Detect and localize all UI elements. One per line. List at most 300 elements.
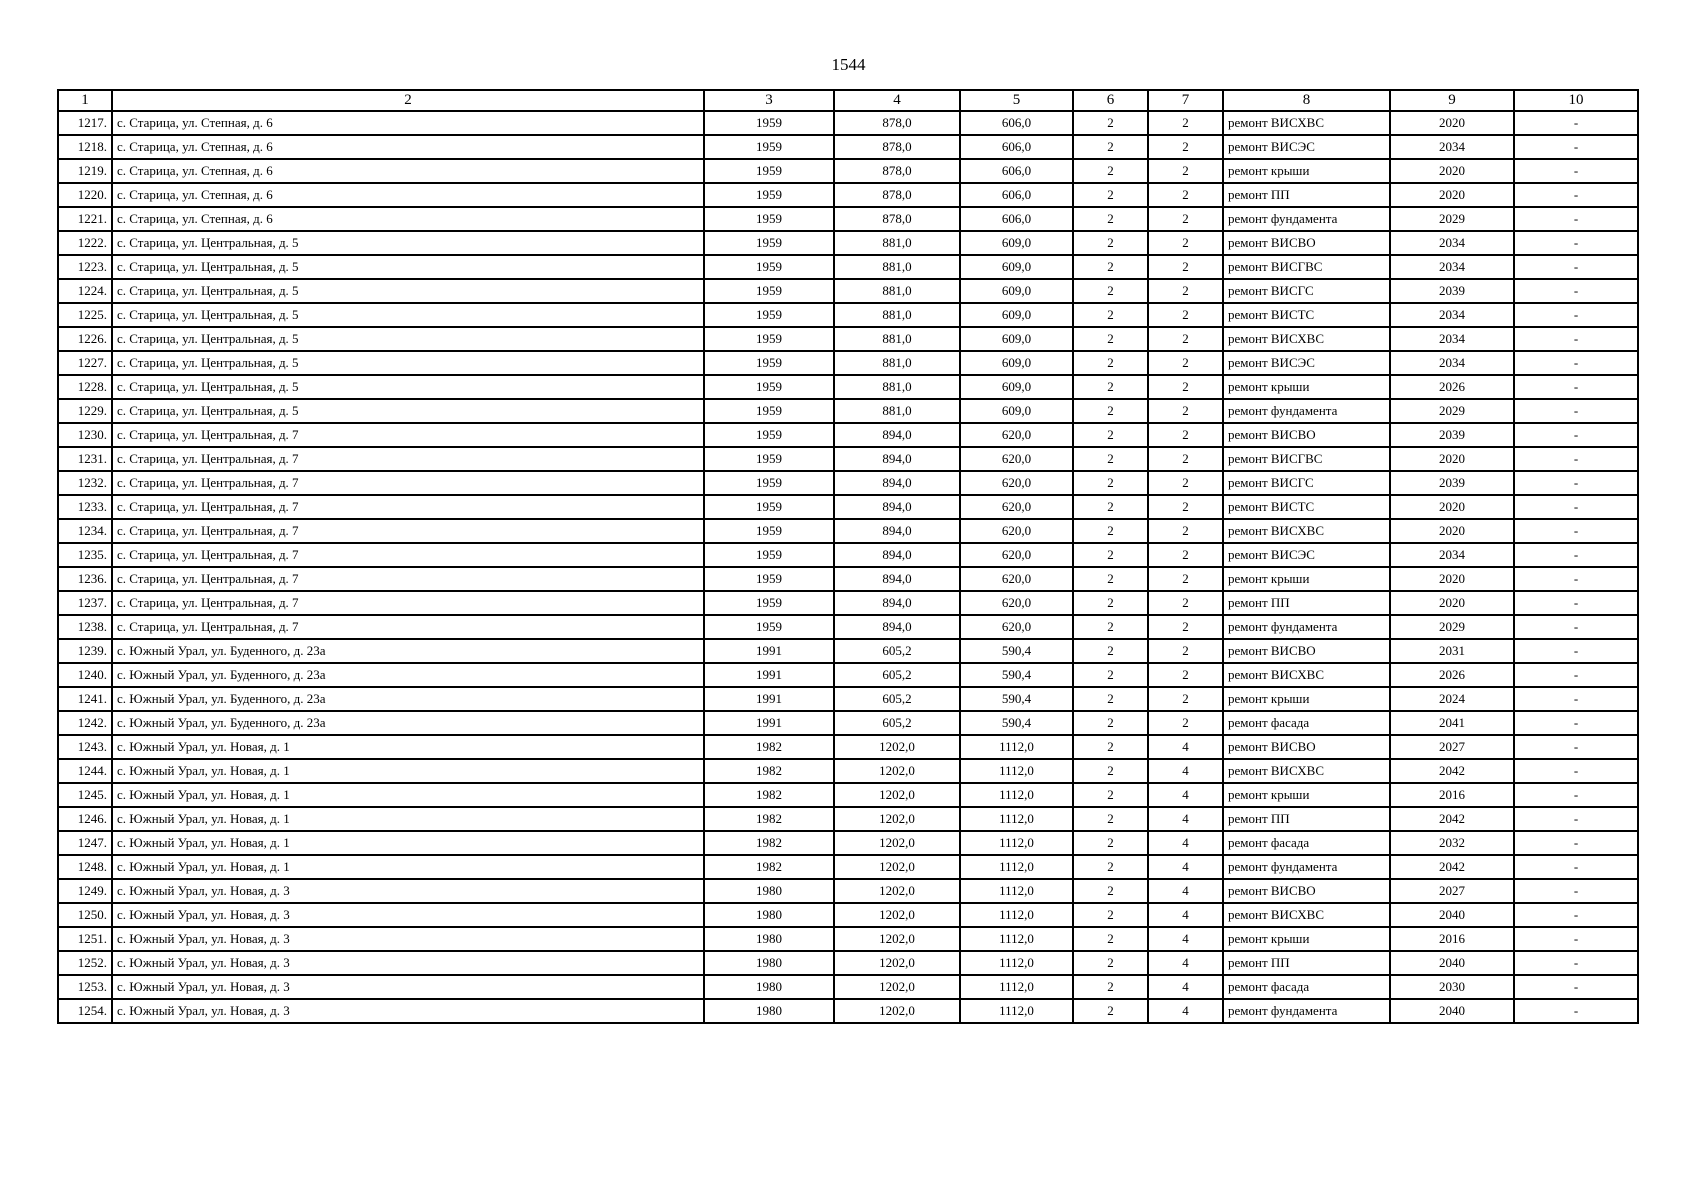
note-cell: - [1514, 807, 1638, 831]
row-number-cell: 1232. [58, 471, 112, 495]
floors-cell: 2 [1073, 615, 1148, 639]
note-cell: - [1514, 159, 1638, 183]
note-cell: - [1514, 591, 1638, 615]
note-cell: - [1514, 975, 1638, 999]
living-area-cell: 620,0 [960, 447, 1073, 471]
floors-cell: 2 [1073, 231, 1148, 255]
row-number-cell: 1221. [58, 207, 112, 231]
row-number-cell: 1254. [58, 999, 112, 1023]
living-area-cell: 1112,0 [960, 855, 1073, 879]
entrances-cell: 2 [1148, 711, 1223, 735]
work-type-cell: ремонт крыши [1223, 783, 1390, 807]
entrances-cell: 2 [1148, 567, 1223, 591]
address-cell: с. Старица, ул. Центральная, д. 5 [112, 327, 704, 351]
address-cell: с. Южный Урал, ул. Новая, д. 3 [112, 999, 704, 1023]
address-cell: с. Старица, ул. Центральная, д. 5 [112, 231, 704, 255]
work-type-cell: ремонт ВИСВО [1223, 879, 1390, 903]
living-area-cell: 620,0 [960, 495, 1073, 519]
year-built-cell: 1982 [704, 783, 834, 807]
column-header-9: 9 [1390, 90, 1514, 111]
total-area-cell: 894,0 [834, 423, 960, 447]
floors-cell: 2 [1073, 783, 1148, 807]
table-row [58, 159, 1638, 183]
year-built-cell: 1959 [704, 111, 834, 135]
entrances-cell: 4 [1148, 951, 1223, 975]
work-type-cell: ремонт фундамента [1223, 207, 1390, 231]
living-area-cell: 620,0 [960, 591, 1073, 615]
row-number-cell: 1238. [58, 615, 112, 639]
row-number-cell: 1230. [58, 423, 112, 447]
living-area-cell: 620,0 [960, 471, 1073, 495]
address-cell: с. Южный Урал, ул. Новая, д. 1 [112, 855, 704, 879]
planned-year-cell: 2029 [1390, 399, 1514, 423]
entrances-cell: 4 [1148, 735, 1223, 759]
floors-cell: 2 [1073, 279, 1148, 303]
address-cell: с. Южный Урал, ул. Новая, д. 1 [112, 759, 704, 783]
note-cell: - [1514, 255, 1638, 279]
note-cell: - [1514, 687, 1638, 711]
planned-year-cell: 2034 [1390, 351, 1514, 375]
work-type-cell: ремонт крыши [1223, 375, 1390, 399]
living-area-cell: 620,0 [960, 567, 1073, 591]
total-area-cell: 1202,0 [834, 855, 960, 879]
address-cell: с. Старица, ул. Центральная, д. 5 [112, 279, 704, 303]
total-area-cell: 878,0 [834, 183, 960, 207]
table-row [58, 831, 1638, 855]
entrances-cell: 2 [1148, 591, 1223, 615]
total-area-cell: 1202,0 [834, 879, 960, 903]
planned-year-cell: 2026 [1390, 375, 1514, 399]
address-cell: с. Старица, ул. Центральная, д. 7 [112, 519, 704, 543]
row-number-cell: 1229. [58, 399, 112, 423]
floors-cell: 2 [1073, 255, 1148, 279]
year-built-cell: 1991 [704, 639, 834, 663]
total-area-cell: 894,0 [834, 591, 960, 615]
living-area-cell: 606,0 [960, 111, 1073, 135]
row-number-cell: 1252. [58, 951, 112, 975]
entrances-cell: 4 [1148, 759, 1223, 783]
entrances-cell: 2 [1148, 279, 1223, 303]
row-number-cell: 1246. [58, 807, 112, 831]
entrances-cell: 2 [1148, 543, 1223, 567]
entrances-cell: 2 [1148, 639, 1223, 663]
year-built-cell: 1980 [704, 903, 834, 927]
living-area-cell: 609,0 [960, 399, 1073, 423]
year-built-cell: 1982 [704, 735, 834, 759]
year-built-cell: 1991 [704, 711, 834, 735]
note-cell: - [1514, 927, 1638, 951]
table-row [58, 375, 1638, 399]
note-cell: - [1514, 399, 1638, 423]
total-area-cell: 605,2 [834, 639, 960, 663]
planned-year-cell: 2032 [1390, 831, 1514, 855]
work-type-cell: ремонт ПП [1223, 591, 1390, 615]
row-number-cell: 1224. [58, 279, 112, 303]
row-number-cell: 1234. [58, 519, 112, 543]
work-type-cell: ремонт фасада [1223, 831, 1390, 855]
row-number-cell: 1233. [58, 495, 112, 519]
planned-year-cell: 2031 [1390, 639, 1514, 663]
row-number-cell: 1245. [58, 783, 112, 807]
year-built-cell: 1959 [704, 279, 834, 303]
table-row [58, 879, 1638, 903]
table-row [58, 543, 1638, 567]
total-area-cell: 881,0 [834, 375, 960, 399]
row-number-cell: 1220. [58, 183, 112, 207]
entrances-cell: 4 [1148, 783, 1223, 807]
work-type-cell: ремонт ВИСТС [1223, 495, 1390, 519]
note-cell: - [1514, 279, 1638, 303]
table-row [58, 711, 1638, 735]
living-area-cell: 1112,0 [960, 759, 1073, 783]
planned-year-cell: 2020 [1390, 183, 1514, 207]
work-type-cell: ремонт крыши [1223, 567, 1390, 591]
floors-cell: 2 [1073, 423, 1148, 447]
planned-year-cell: 2016 [1390, 783, 1514, 807]
year-built-cell: 1959 [704, 495, 834, 519]
table-row [58, 567, 1638, 591]
address-cell: с. Старица, ул. Центральная, д. 5 [112, 303, 704, 327]
total-area-cell: 1202,0 [834, 927, 960, 951]
total-area-cell: 605,2 [834, 663, 960, 687]
row-number-cell: 1219. [58, 159, 112, 183]
work-type-cell: ремонт ВИСХВС [1223, 327, 1390, 351]
floors-cell: 2 [1073, 447, 1148, 471]
living-area-cell: 620,0 [960, 519, 1073, 543]
year-built-cell: 1959 [704, 159, 834, 183]
column-header-10: 10 [1514, 90, 1638, 111]
entrances-cell: 2 [1148, 447, 1223, 471]
floors-cell: 2 [1073, 375, 1148, 399]
floors-cell: 2 [1073, 927, 1148, 951]
address-cell: с. Старица, ул. Степная, д. 6 [112, 183, 704, 207]
address-cell: с. Старица, ул. Центральная, д. 5 [112, 255, 704, 279]
planned-year-cell: 2039 [1390, 423, 1514, 447]
planned-year-cell: 2034 [1390, 135, 1514, 159]
table-row [58, 639, 1638, 663]
total-area-cell: 878,0 [834, 111, 960, 135]
table-row [58, 135, 1638, 159]
year-built-cell: 1959 [704, 231, 834, 255]
note-cell: - [1514, 759, 1638, 783]
work-type-cell: ремонт ВИСГВС [1223, 447, 1390, 471]
living-area-cell: 1112,0 [960, 783, 1073, 807]
floors-cell: 2 [1073, 399, 1148, 423]
note-cell: - [1514, 951, 1638, 975]
entrances-cell: 2 [1148, 159, 1223, 183]
planned-year-cell: 2026 [1390, 663, 1514, 687]
entrances-cell: 2 [1148, 519, 1223, 543]
total-area-cell: 878,0 [834, 159, 960, 183]
living-area-cell: 609,0 [960, 375, 1073, 399]
year-built-cell: 1959 [704, 135, 834, 159]
address-cell: с. Старица, ул. Центральная, д. 5 [112, 375, 704, 399]
row-number-cell: 1228. [58, 375, 112, 399]
table-row [58, 447, 1638, 471]
note-cell: - [1514, 663, 1638, 687]
work-type-cell: ремонт ПП [1223, 807, 1390, 831]
note-cell: - [1514, 207, 1638, 231]
planned-year-cell: 2034 [1390, 327, 1514, 351]
floors-cell: 2 [1073, 975, 1148, 999]
living-area-cell: 590,4 [960, 639, 1073, 663]
note-cell: - [1514, 711, 1638, 735]
entrances-cell: 2 [1148, 303, 1223, 327]
planned-year-cell: 2016 [1390, 927, 1514, 951]
planned-year-cell: 2034 [1390, 231, 1514, 255]
floors-cell: 2 [1073, 471, 1148, 495]
work-type-cell: ремонт ВИСВО [1223, 735, 1390, 759]
year-built-cell: 1959 [704, 255, 834, 279]
year-built-cell: 1959 [704, 327, 834, 351]
year-built-cell: 1959 [704, 591, 834, 615]
total-area-cell: 894,0 [834, 567, 960, 591]
note-cell: - [1514, 351, 1638, 375]
floors-cell: 2 [1073, 951, 1148, 975]
row-number-cell: 1247. [58, 831, 112, 855]
entrances-cell: 2 [1148, 423, 1223, 447]
row-number-cell: 1222. [58, 231, 112, 255]
table-body [58, 111, 1638, 1023]
row-number-cell: 1235. [58, 543, 112, 567]
address-cell: с. Южный Урал, ул. Новая, д. 3 [112, 951, 704, 975]
work-type-cell: ремонт крыши [1223, 687, 1390, 711]
row-number-cell: 1225. [58, 303, 112, 327]
note-cell: - [1514, 999, 1638, 1023]
address-cell: с. Старица, ул. Центральная, д. 7 [112, 615, 704, 639]
work-type-cell: ремонт ВИСГВС [1223, 255, 1390, 279]
planned-year-cell: 2040 [1390, 951, 1514, 975]
repair-register-table [57, 89, 1639, 1024]
total-area-cell: 1202,0 [834, 759, 960, 783]
work-type-cell: ремонт фундамента [1223, 615, 1390, 639]
entrances-cell: 4 [1148, 831, 1223, 855]
work-type-cell: ремонт ВИСЭС [1223, 543, 1390, 567]
row-number-cell: 1253. [58, 975, 112, 999]
floors-cell: 2 [1073, 303, 1148, 327]
total-area-cell: 881,0 [834, 351, 960, 375]
living-area-cell: 620,0 [960, 615, 1073, 639]
year-built-cell: 1959 [704, 351, 834, 375]
entrances-cell: 2 [1148, 615, 1223, 639]
note-cell: - [1514, 639, 1638, 663]
address-cell: с. Старица, ул. Степная, д. 6 [112, 111, 704, 135]
note-cell: - [1514, 447, 1638, 471]
entrances-cell: 2 [1148, 231, 1223, 255]
address-cell: с. Старица, ул. Центральная, д. 7 [112, 567, 704, 591]
living-area-cell: 606,0 [960, 207, 1073, 231]
work-type-cell: ремонт ВИСХВС [1223, 663, 1390, 687]
entrances-cell: 2 [1148, 207, 1223, 231]
note-cell: - [1514, 375, 1638, 399]
address-cell: с. Старица, ул. Центральная, д. 5 [112, 399, 704, 423]
floors-cell: 2 [1073, 351, 1148, 375]
entrances-cell: 2 [1148, 495, 1223, 519]
table-row [58, 687, 1638, 711]
table-row [58, 855, 1638, 879]
address-cell: с. Старица, ул. Центральная, д. 5 [112, 351, 704, 375]
note-cell: - [1514, 183, 1638, 207]
note-cell: - [1514, 423, 1638, 447]
row-number-cell: 1243. [58, 735, 112, 759]
work-type-cell: ремонт ВИСЭС [1223, 135, 1390, 159]
note-cell: - [1514, 855, 1638, 879]
year-built-cell: 1959 [704, 423, 834, 447]
work-type-cell: ремонт ВИСГС [1223, 471, 1390, 495]
column-header-6: 6 [1073, 90, 1148, 111]
work-type-cell: ремонт ВИСХВС [1223, 111, 1390, 135]
row-number-cell: 1237. [58, 591, 112, 615]
row-number-cell: 1236. [58, 567, 112, 591]
floors-cell: 2 [1073, 327, 1148, 351]
work-type-cell: ремонт ВИСВО [1223, 639, 1390, 663]
floors-cell: 2 [1073, 855, 1148, 879]
year-built-cell: 1959 [704, 207, 834, 231]
planned-year-cell: 2039 [1390, 471, 1514, 495]
year-built-cell: 1982 [704, 759, 834, 783]
row-number-cell: 1226. [58, 327, 112, 351]
entrances-cell: 2 [1148, 375, 1223, 399]
table-row [58, 183, 1638, 207]
year-built-cell: 1959 [704, 519, 834, 543]
total-area-cell: 1202,0 [834, 783, 960, 807]
living-area-cell: 1112,0 [960, 951, 1073, 975]
floors-cell: 2 [1073, 879, 1148, 903]
column-header-2: 2 [112, 90, 704, 111]
floors-cell: 2 [1073, 759, 1148, 783]
entrances-cell: 4 [1148, 975, 1223, 999]
year-built-cell: 1959 [704, 375, 834, 399]
note-cell: - [1514, 783, 1638, 807]
address-cell: с. Южный Урал, ул. Новая, д. 3 [112, 975, 704, 999]
note-cell: - [1514, 519, 1638, 543]
year-built-cell: 1959 [704, 471, 834, 495]
living-area-cell: 1112,0 [960, 831, 1073, 855]
total-area-cell: 1202,0 [834, 735, 960, 759]
floors-cell: 2 [1073, 207, 1148, 231]
floors-cell: 2 [1073, 567, 1148, 591]
table-row [58, 591, 1638, 615]
entrances-cell: 4 [1148, 999, 1223, 1023]
address-cell: с. Старица, ул. Степная, д. 6 [112, 159, 704, 183]
total-area-cell: 881,0 [834, 399, 960, 423]
planned-year-cell: 2034 [1390, 303, 1514, 327]
total-area-cell: 894,0 [834, 615, 960, 639]
planned-year-cell: 2020 [1390, 495, 1514, 519]
planned-year-cell: 2020 [1390, 111, 1514, 135]
living-area-cell: 1112,0 [960, 807, 1073, 831]
work-type-cell: ремонт ПП [1223, 951, 1390, 975]
row-number-cell: 1218. [58, 135, 112, 159]
table-row [58, 327, 1638, 351]
column-header-1: 1 [58, 90, 112, 111]
table-row [58, 231, 1638, 255]
address-cell: с. Старица, ул. Степная, д. 6 [112, 135, 704, 159]
floors-cell: 2 [1073, 495, 1148, 519]
entrances-cell: 2 [1148, 327, 1223, 351]
entrances-cell: 4 [1148, 903, 1223, 927]
floors-cell: 2 [1073, 663, 1148, 687]
row-number-cell: 1242. [58, 711, 112, 735]
floors-cell: 2 [1073, 903, 1148, 927]
living-area-cell: 609,0 [960, 279, 1073, 303]
note-cell: - [1514, 471, 1638, 495]
planned-year-cell: 2029 [1390, 615, 1514, 639]
living-area-cell: 1112,0 [960, 903, 1073, 927]
table-row [58, 975, 1638, 999]
row-number-cell: 1217. [58, 111, 112, 135]
work-type-cell: ремонт фундамента [1223, 999, 1390, 1023]
entrances-cell: 2 [1148, 663, 1223, 687]
living-area-cell: 620,0 [960, 543, 1073, 567]
total-area-cell: 605,2 [834, 687, 960, 711]
row-number-cell: 1244. [58, 759, 112, 783]
living-area-cell: 1112,0 [960, 999, 1073, 1023]
entrances-cell: 2 [1148, 399, 1223, 423]
year-built-cell: 1959 [704, 543, 834, 567]
work-type-cell: ремонт крыши [1223, 927, 1390, 951]
work-type-cell: ремонт ВИСХВС [1223, 903, 1390, 927]
address-cell: с. Старица, ул. Степная, д. 6 [112, 207, 704, 231]
total-area-cell: 881,0 [834, 327, 960, 351]
column-header-4: 4 [834, 90, 960, 111]
table-row [58, 999, 1638, 1023]
total-area-cell: 878,0 [834, 207, 960, 231]
entrances-cell: 2 [1148, 111, 1223, 135]
work-type-cell: ремонт ВИСВО [1223, 423, 1390, 447]
note-cell: - [1514, 111, 1638, 135]
work-type-cell: ремонт крыши [1223, 159, 1390, 183]
total-area-cell: 1202,0 [834, 999, 960, 1023]
table-row [58, 615, 1638, 639]
table-row [58, 351, 1638, 375]
year-built-cell: 1991 [704, 663, 834, 687]
living-area-cell: 590,4 [960, 687, 1073, 711]
table-row [58, 759, 1638, 783]
entrances-cell: 2 [1148, 183, 1223, 207]
table-row [58, 663, 1638, 687]
planned-year-cell: 2020 [1390, 447, 1514, 471]
planned-year-cell: 2039 [1390, 279, 1514, 303]
year-built-cell: 1980 [704, 879, 834, 903]
floors-cell: 2 [1073, 183, 1148, 207]
note-cell: - [1514, 615, 1638, 639]
year-built-cell: 1959 [704, 303, 834, 327]
table-row [58, 399, 1638, 423]
year-built-cell: 1991 [704, 687, 834, 711]
row-number-cell: 1240. [58, 663, 112, 687]
total-area-cell: 1202,0 [834, 951, 960, 975]
living-area-cell: 606,0 [960, 135, 1073, 159]
floors-cell: 2 [1073, 111, 1148, 135]
living-area-cell: 609,0 [960, 351, 1073, 375]
work-type-cell: ремонт ВИСТС [1223, 303, 1390, 327]
living-area-cell: 1112,0 [960, 975, 1073, 999]
living-area-cell: 590,4 [960, 711, 1073, 735]
work-type-cell: ремонт ПП [1223, 183, 1390, 207]
row-number-cell: 1251. [58, 927, 112, 951]
floors-cell: 2 [1073, 831, 1148, 855]
entrances-cell: 2 [1148, 351, 1223, 375]
address-cell: с. Южный Урал, ул. Буденного, д. 23а [112, 663, 704, 687]
work-type-cell: ремонт фундамента [1223, 855, 1390, 879]
note-cell: - [1514, 735, 1638, 759]
table-row [58, 927, 1638, 951]
total-area-cell: 894,0 [834, 543, 960, 567]
floors-cell: 2 [1073, 159, 1148, 183]
address-cell: с. Старица, ул. Центральная, д. 7 [112, 591, 704, 615]
address-cell: с. Южный Урал, ул. Новая, д. 3 [112, 927, 704, 951]
